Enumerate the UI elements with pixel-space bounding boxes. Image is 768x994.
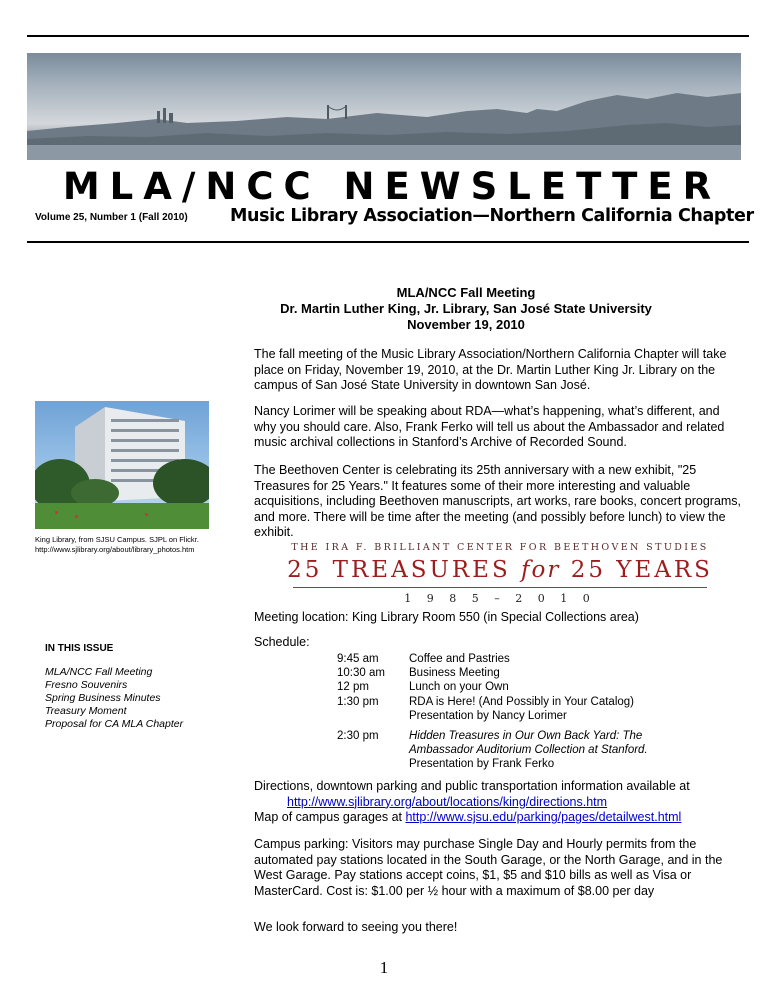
schedule-desc — [409, 695, 709, 723]
meeting-location: Meeting location: King Library Room 550 (in Special Collections area) — [254, 610, 639, 624]
in-this-issue-heading: IN THIS ISSUE — [45, 643, 114, 654]
exhibit-title — [287, 555, 713, 585]
schedule-row — [337, 695, 709, 723]
schedule-desc-line: Presentation by Frank Ferko — [409, 758, 555, 771]
panorama-illustration — [27, 53, 741, 160]
issue-item: Spring Business Minutes — [45, 692, 161, 704]
photo-caption — [35, 535, 220, 555]
schedule-desc-line: Lunch on your Own — [409, 681, 509, 694]
schedule-row — [337, 729, 709, 772]
page-number: 1 — [379, 958, 389, 977]
meeting-heading-line2: Dr. Martin Luther King, Jr. Library, San José State University — [280, 301, 652, 316]
library-building-illustration — [35, 401, 209, 529]
photo-caption-url: http://www.sjlibrary.org/about/library_photos.htm — [35, 545, 195, 554]
meeting-heading-line1: MLA/NCC Fall Meeting — [396, 285, 536, 300]
schedule-desc-line: Presentation by Nancy Lorimer — [409, 709, 567, 722]
in-this-issue-list — [45, 666, 245, 731]
volume-info: Volume 25, Number 1 (Fall 2010) — [35, 212, 188, 223]
closing-line: We look forward to seeing you there! — [254, 920, 458, 934]
directions-block — [254, 779, 744, 826]
issue-item: Proposal for CA MLA Chapter — [45, 718, 184, 730]
issue-item: Fresno Souvenirs — [45, 679, 128, 691]
schedule-time: 12 pm — [337, 681, 369, 694]
schedule-desc — [409, 666, 709, 680]
photo-caption-line1: King Library, from SJSU Campus. SJPL on Flickr. — [35, 535, 199, 544]
schedule-time: 2:30 pm — [337, 730, 379, 743]
masthead-rule — [27, 241, 749, 243]
campus-parking-paragraph: Campus parking: Visitors may purchase Single Day and Hourly permits from the automated pay stations located in the South Garage, or the North Garage, and in the West Garage. Pay stations accept coins, $1, $5 and $10 bills as well as Visa or MasterCard. Cost is: $1.00 per ½ hour with a maximum of $8.00 per day — [254, 837, 723, 898]
exhibit-divider — [293, 587, 707, 588]
exhibit-years: 1 9 8 5 – 2 0 1 0 — [404, 592, 596, 605]
schedule-desc — [409, 680, 709, 694]
beethoven-exhibit-banner — [287, 540, 713, 612]
schedule-desc-line: RDA is Here! (And Possibly in Your Catalog) — [409, 695, 634, 708]
campus-map-line — [254, 810, 744, 826]
schedule-desc-line: Ambassador Auditorium Collection at Stanford. — [409, 744, 648, 757]
beethoven-center-name: THE IRA F. BRILLIANT CENTER FOR BEETHOVEN STUDIES — [291, 542, 709, 553]
schedule-desc-line: Coffee and Pastries — [409, 653, 510, 665]
directions-text: Directions, downtown parking and public transportation information available at — [254, 779, 690, 793]
schedule-row — [337, 666, 709, 680]
meeting-paragraph-2: Nancy Lorimer will be speaking about RDA—what’s happening, what’s different, and why you should care. Also, Frank Ferko will tell us about the Ambassador and related music archival collections in Stanford’s Archive of Recorded Sound. — [254, 404, 725, 449]
schedule-desc-line: Business Meeting — [409, 667, 500, 680]
schedule-desc-line: Hidden Treasures in Our Own Back Yard: The — [409, 730, 643, 743]
meeting-heading-line3: November 19, 2010 — [407, 317, 525, 332]
schedule-desc — [409, 729, 709, 772]
exhibit-title-left: 25 TREASURES — [287, 557, 511, 583]
meeting-paragraph-3: The Beethoven Center is celebrating its 25th anniversary with a new exhibit, "25 Treasures for 25 Years." It features some of their more interesting and valuable acquisitions, including Beethoven manuscripts, art works, rare books, concert programs, and more. There will be time after the meeting (and possibly before lunch) to view the exhibit. — [254, 463, 742, 539]
campus-map-text: Map of campus garages at — [254, 810, 406, 824]
directions-link[interactable]: http://www.sjlibrary.org/about/locations/king/directions.htm — [287, 794, 608, 809]
schedule-time: 10:30 am — [337, 667, 385, 680]
bay-panorama-photo — [27, 53, 741, 160]
meeting-paragraph-1: The fall meeting of the Music Library Association/Northern California Chapter will take place on Friday, November 19, 2010, at the Dr. Martin Luther King Jr. Library on the campus of San José State University in downtown San José. — [254, 347, 727, 392]
directions-link-wrap — [254, 795, 744, 811]
exhibit-title-for: for — [521, 557, 561, 583]
schedule-row — [337, 652, 709, 666]
schedule-row — [337, 680, 709, 694]
association-name: Music Library Association—Northern California Chapter — [230, 206, 754, 226]
schedule-table — [337, 652, 709, 772]
schedule-time: 1:30 pm — [337, 695, 379, 708]
exhibit-title-right: 25 YEARS — [570, 557, 713, 583]
newsletter-title: MLA/NCC NEWSLETTER — [62, 165, 722, 208]
schedule-desc — [409, 652, 709, 666]
issue-item: MLA/NCC Fall Meeting — [45, 666, 153, 678]
schedule-label: Schedule: — [254, 635, 310, 649]
campus-garages-link[interactable]: http://www.sjsu.edu/parking/pages/detailwest.html — [405, 810, 682, 824]
schedule-time: 9:45 am — [337, 653, 379, 665]
top-rule — [27, 35, 749, 37]
meeting-heading — [248, 285, 684, 333]
king-library-photo — [35, 401, 209, 529]
issue-item: Treasury Moment — [45, 705, 127, 717]
